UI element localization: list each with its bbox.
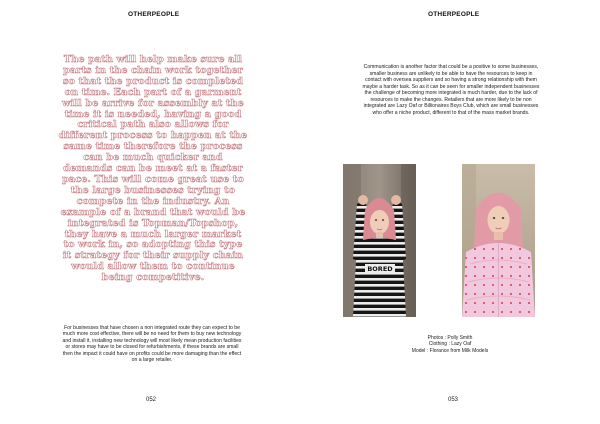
- right-body-text: Communication is another factor that could be a positive to some businesses, smaller business are unlikely to be able to have the resources to keep in contact with oversea suppliers and so having a strong relationship with them maybe a harder task. So as it can be seen for smaller independent businesses the challenge of becoming more integrated is much harder, due to the lack of resources to make the changes. Retailers that are more likely to be non integrated are Lazy Oaf or Billionaires Boys Club, which are small businesses who offer a niche product, different to that of the mass market brands.: [362, 64, 540, 116]
- pull-quote: The path will help make sure all parts in the chain work together so that the product is completed on time. Each part of a garment will be arrive for assembly at the time it is needed, having a good critical path also allows for different process to happen at the same time therefore the process can be much quicker and demands can be meet at a faster pace. This will come great use to the large businesses trying to compete in the industry. An example of a brand that would be integrated is Topman/Topshop, they have a much larger market to work in, so adopting this type it strategy for their supply chain would allow them to continue being competitive.: [58, 54, 248, 284]
- left-body-text: For businesses that have chosen a non integrated route they can expect to be much more cost effective, there will be no need for them to buy new technology and install it, installing new technology will most likely mean production facilities or stores may have to be closed for refurbishments, if these brands are small then the impact it could have on profits could be more damaging than the effect on a large retailer.: [62, 325, 242, 364]
- left-page-header: OTHERPEOPLE: [128, 11, 180, 18]
- photo-model-striped-sweater: [343, 164, 416, 317]
- photo-model-pink-jacket: [462, 164, 535, 317]
- right-page-header: OTHERPEOPLE: [428, 11, 480, 18]
- left-page-number: 052: [146, 397, 157, 403]
- credit-clothing: Clothing : Lazy Oaf: [428, 341, 472, 348]
- credit-model: Model : Florance from Milk Models: [411, 347, 489, 354]
- right-page: [300, 0, 600, 424]
- shirt-text: BORED: [367, 265, 393, 273]
- right-page-number: 053: [448, 397, 459, 403]
- photo-credits: [385, 335, 515, 354]
- credit-photos: Photos : Polly Smith: [427, 335, 473, 341]
